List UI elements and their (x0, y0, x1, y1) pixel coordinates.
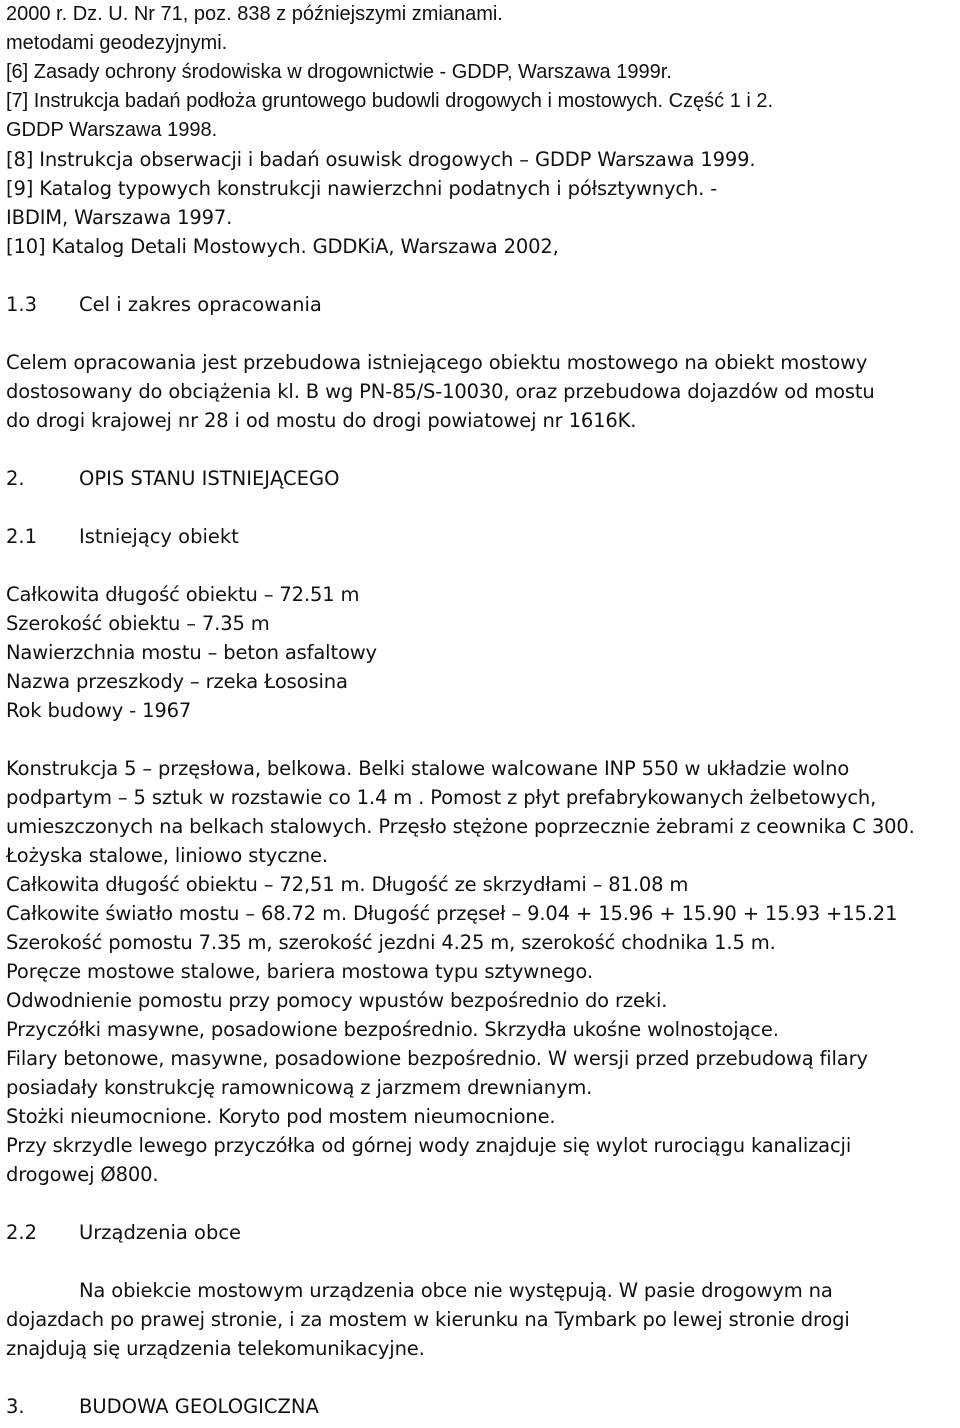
description-line: drogowej Ø800. (6, 1163, 159, 1186)
description-line: Odwodnienie pomostu przy pomocy wpustów bezpośrednio do rzeki. (6, 989, 668, 1012)
section-heading-3 (6, 1392, 956, 1421)
fact-line: Rok budowy - 1967 (6, 699, 192, 722)
spacer (6, 1189, 956, 1218)
section-title: Cel i zakres opracowania (79, 293, 322, 316)
description-line: Szerokość pomostu 7.35 m, szerokość jezdni 4.25 m, szerokość chodnika 1.5 m. (6, 931, 776, 954)
reference-line: 2000 r. Dz. U. Nr 71, poz. 838 z późniejszymi zmianami. (6, 3, 503, 25)
spacer (6, 435, 956, 464)
section-heading-2-2 (6, 1218, 956, 1247)
description-line: Całkowite światło mostu – 68.72 m. Długość przęseł – 9.04 + 15.96 + 15.90 + 15.93 +15.21 (6, 902, 898, 925)
reference-line: [6] Zasady ochrony środowiska w drogownictwie - GDDP, Warszawa 1999r. (6, 61, 672, 83)
section-heading-2-1 (6, 522, 956, 551)
fact-line: Nazwa przeszkody – rzeka Łososina (6, 670, 348, 693)
description-line: Całkowita długość obiektu – 72,51 m. Długość ze skrzydłami – 81.08 m (6, 873, 689, 896)
fact-line: Szerokość obiektu – 7.35 m (6, 612, 270, 635)
section-title: BUDOWA GEOLOGICZNA (79, 1395, 319, 1418)
reference-line: GDDP Warszawa 1998. (6, 119, 218, 141)
description-line: umieszczonych na belkach stalowych. Przęsło stężone poprzecznie żebrami z ceownika C 300. (6, 815, 915, 838)
section-title: Urządzenia obce (79, 1221, 242, 1244)
fact-line: Nawierzchnia mostu – beton asfaltowy (6, 641, 377, 664)
section-number: 1.3 (6, 293, 38, 316)
reference-line: IBDIM, Warszawa 1997. (6, 206, 233, 229)
description-line: Przyczółki masywne, posadowione bezpośrednio. Skrzydła ukośne wolnostojące. (6, 1018, 779, 1041)
spacer (6, 319, 956, 348)
spacer (6, 261, 956, 290)
reference-line: [7] Instrukcja badań podłoża gruntowego budowli drogowych i mostowych. Część 1 i 2. (6, 90, 774, 112)
section-heading-2 (6, 464, 956, 493)
section-title: Istniejący obiekt (79, 525, 239, 548)
reference-line: metodami geodezyjnymi. (6, 32, 228, 54)
reference-line: [9] Katalog typowych konstrukcji nawierzchni podatnych i półsztywnych. - (6, 177, 718, 200)
description-line: Łożyska stalowe, liniowo styczne. (6, 844, 328, 867)
spacer (6, 493, 956, 522)
fact-line: Całkowita długość obiektu – 72.51 m (6, 583, 360, 606)
description-line: Stożki nieumocnione. Koryto pod mostem nieumocnione. (6, 1105, 556, 1128)
description-line: Filary betonowe, masywne, posadowione bezpośrednio. W wersji przed przebudową filary (6, 1047, 868, 1070)
reference-line: [8] Instrukcja obserwacji i badań osuwisk drogowych – GDDP Warszawa 1999. (6, 148, 756, 171)
description-line: podpartym – 5 sztuk w rozstawie co 1.4 m . Pomost z płyt prefabrykowanych żelbetowych, (6, 786, 877, 809)
spacer (6, 1363, 956, 1392)
paragraph-line: Celem opracowania jest przebudowa istniejącego obiektu mostowego na obiekt mostowy (6, 351, 868, 374)
section-title: OPIS STANU ISTNIEJĄCEGO (79, 467, 340, 490)
paragraph-line: do drogi krajowej nr 28 i od mostu do drogi powiatowej nr 1616K. (6, 409, 637, 432)
spacer (6, 725, 956, 754)
reference-line: [10] Katalog Detali Mostowych. GDDKiA, Warszawa 2002, (6, 235, 559, 258)
description-line: Przy skrzydle lewego przyczółka od górnej wody znajduje się wylot rurociągu kanalizacji (6, 1134, 852, 1157)
description-line: Poręcze mostowe stalowe, bariera mostowa typu sztywnego. (6, 960, 593, 983)
description-line: posiadały konstrukcję ramownicową z jarzmem drewnianym. (6, 1076, 593, 1099)
section-number: 2. (6, 467, 25, 490)
section-number: 3. (6, 1395, 25, 1418)
section-number: 2.2 (6, 1221, 38, 1244)
description-line: Konstrukcja 5 – przęsłowa, belkowa. Belki stalowe walcowane INP 550 w układzie wolno (6, 757, 850, 780)
section-number: 2.1 (6, 525, 38, 548)
paragraph-line: znajdują się urządzenia telekomunikacyjne. (6, 1337, 425, 1360)
spacer (6, 1247, 956, 1276)
section-heading-1-3 (6, 290, 956, 319)
spacer (6, 551, 956, 580)
document-page (6, 0, 956, 1421)
paragraph-line-indented: Na obiekcie mostowym urządzenia obce nie występują. W pasie drogowym na (79, 1279, 833, 1302)
paragraph-line: dostosowany do obciążenia kl. B wg PN-85/S-10030, oraz przebudowa dojazdów od mostu (6, 380, 875, 403)
paragraph-line: dojazdach po prawej stronie, i za mostem w kierunku na Tymbark po lewej stronie drogi (6, 1308, 850, 1331)
